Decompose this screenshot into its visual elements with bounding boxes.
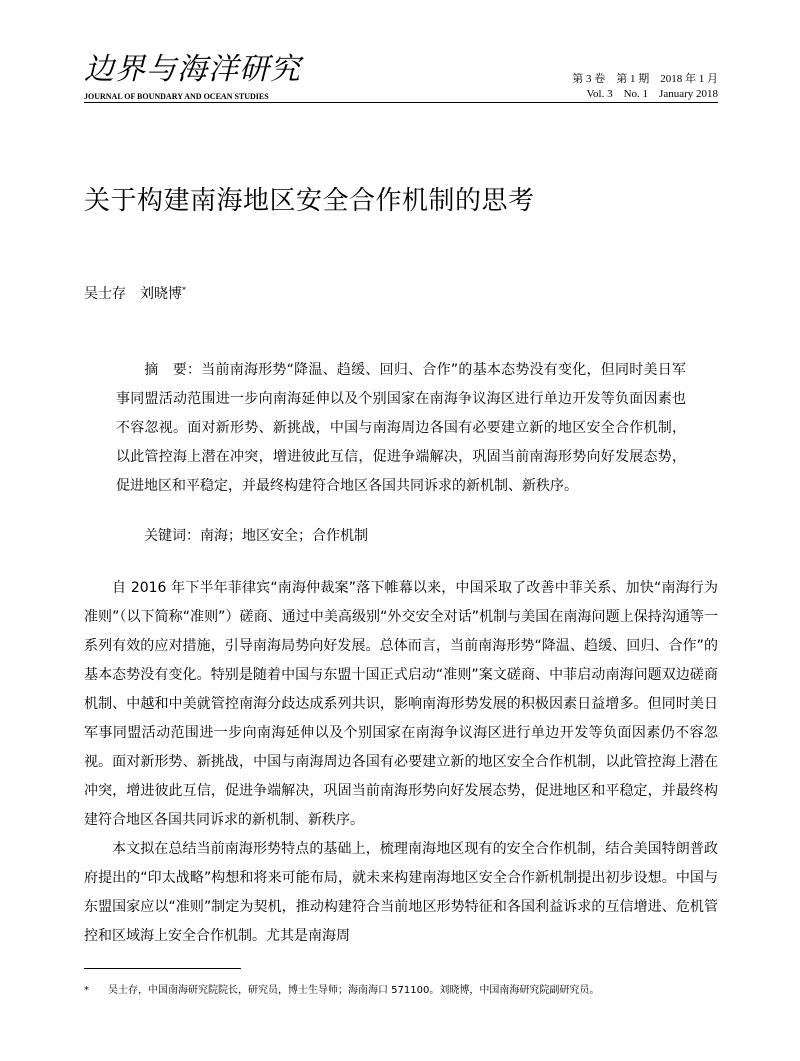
issue-cn: 第 3 卷 第 1 期 2018 年 1 月 <box>572 73 718 85</box>
article-title: 关于构建南海地区安全合作机制的思考 <box>84 186 535 216</box>
journal-name-en: JOURNAL OF BOUNDARY AND OCEAN STUDIES <box>84 92 269 101</box>
header-rule <box>84 102 718 103</box>
abstract-text: 当前南海形势“降温、趋缓、回归、合作”的基本态势没有变化，但同时美日军事同盟活动范围进一步向南海延伸以及个别国家在南海争议海区进行单边开发等负面因素也不容忽视。面对新形势、新挑战，中国与南海周边各国有必要建立新的地区安全合作机制，以此管控海上潜在冲突，增进彼此互信，促进争端解决，巩固当前南海形势向好发展态势，促进地区和平稳定，并最终构建符合地区各国共同诉求的新机制、新秩序。 <box>116 362 686 494</box>
keywords-text: 南海；地区安全；合作机制 <box>200 528 368 544</box>
footnote-rule <box>84 968 241 969</box>
authors <box>84 283 186 303</box>
issue-info <box>572 72 718 102</box>
abstract-label: 摘 要： <box>144 362 202 378</box>
article-body <box>84 574 718 951</box>
masthead <box>84 52 718 102</box>
journal-logo: 边界与海洋研究 <box>84 52 301 87</box>
author-name: 刘晓博 <box>140 286 182 302</box>
keywords <box>116 522 686 551</box>
footnote-text: 吴士存，中国南海研究院院长，研究员，博士生导师；海南海口 571100。刘晓博，中国南海研究院副研究员。 <box>108 985 600 996</box>
keywords-label: 关键词： <box>144 528 200 544</box>
footnote-mark: * <box>84 985 89 996</box>
abstract <box>116 356 686 501</box>
author-footnote-mark: * <box>182 285 186 295</box>
issue-en: Vol. 3 No. 1 January 2018 <box>586 88 718 100</box>
body-paragraph: 自 2016 年下半年菲律宾“南海仲裁案”落下帷幕以来，中国采取了改善中菲关系、加快“南海行为准则”（以下简称“准则”）磋商、通过中美高级别“外交安全对话”机制与美国在南海问题上保持沟通等一系列有效的应对措施，引导南海局势向好发展。总体而言，当前南海形势“降温、趋缓、回归、合作”的基本态势没有变化。特别是随着中国与东盟十国正式启动“准则”案文磋商、中菲启动南海问题双边磋商机制、中越和中美就管控南海分歧达成系列共识，影响南海形势发展的积极因素日益增多。但同时美日军事同盟活动范围进一步向南海延伸以及个别国家在南海争议海区进行单边开发等负面因素仍不容忽视。面对新形势、新挑战，中国与南海周边各国有必要建立新的地区安全合作机制，以此管控海上潜在冲突，增进彼此互信，促进争端解决，巩固当前南海形势向好发展态势，促进地区和平稳定，并最终构建符合地区各国共同诉求的新机制、新秩序。 <box>84 580 718 828</box>
footnote <box>84 984 718 998</box>
body-paragraph: 本文拟在总结当前南海形势特点的基础上，梳理南海地区现有的安全合作机制，结合美国特朗普政府提出的“印太战略”构想和将来可能布局，就未来构建南海地区安全合作新机制提出初步设想。中国与东盟国家应以“准则”制定为契机，推动构建符合当前地区形势特征和各国利益诉求的互信增进、危机管控和区域海上安全合作机制。尤其是南海周 <box>84 841 718 944</box>
author-name: 吴士存 <box>84 286 126 302</box>
